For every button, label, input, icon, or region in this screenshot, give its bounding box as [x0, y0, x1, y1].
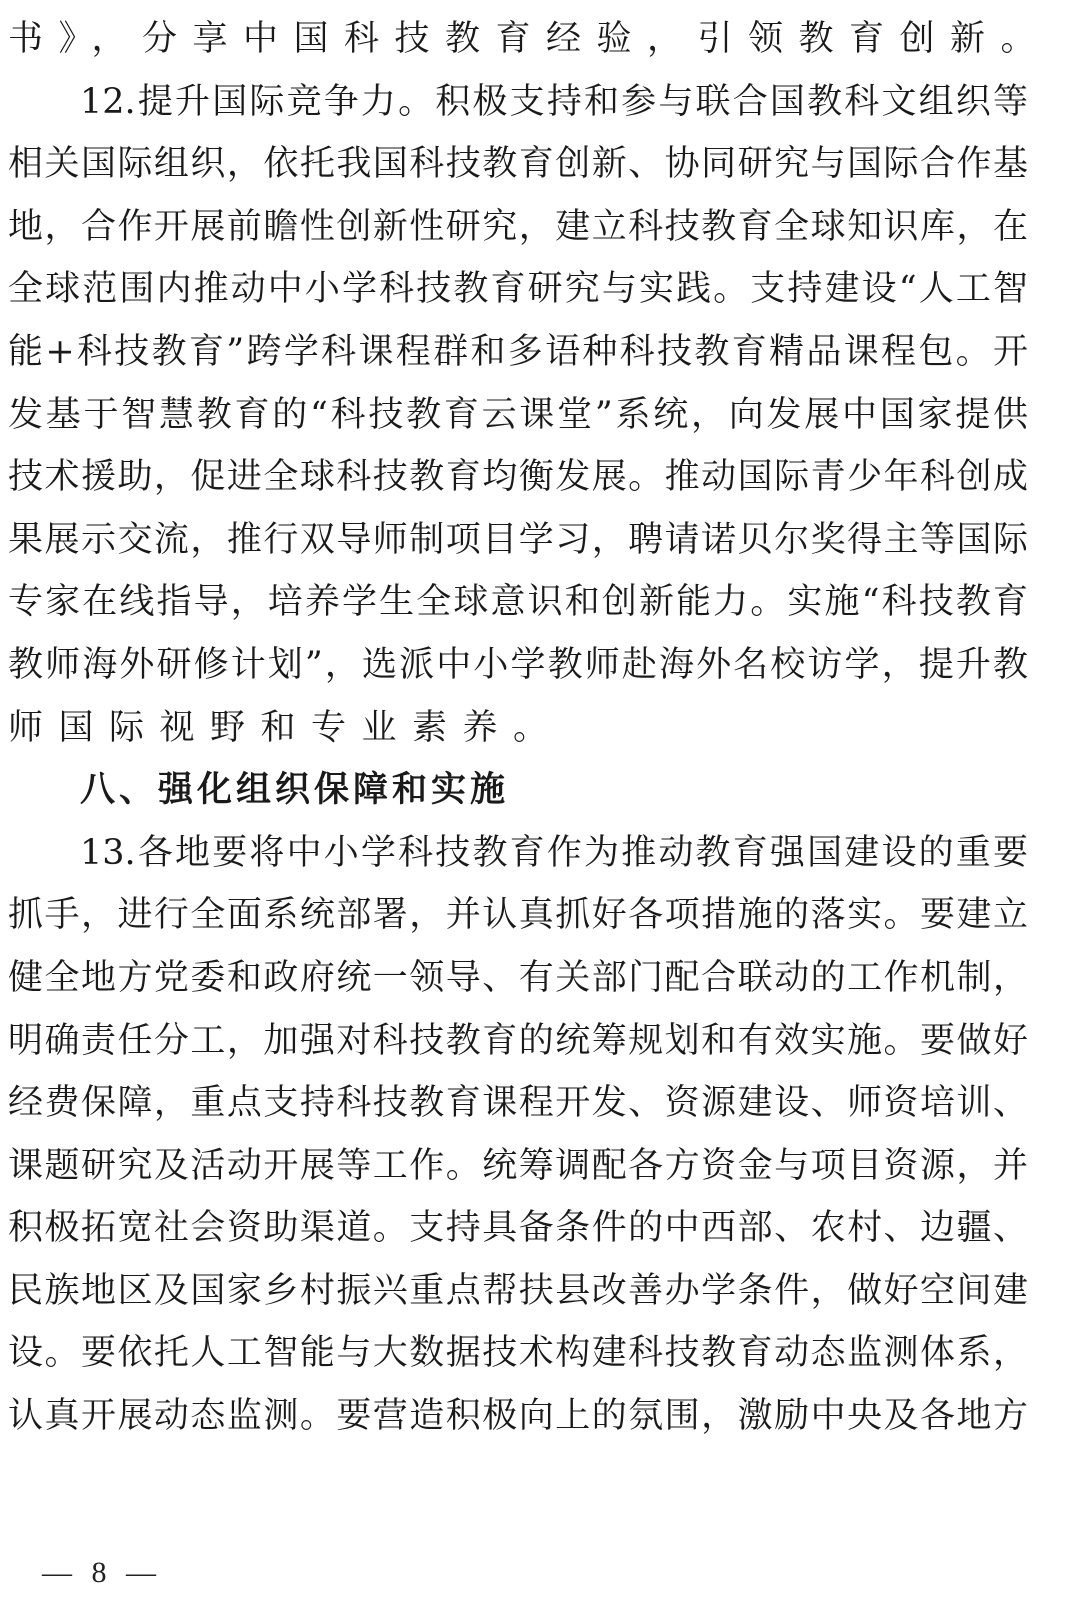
text-line: 全球范围内推动中小学科技教育研究与实践。支持建设“人工智 — [8, 269, 1028, 310]
text-line: 积极拓宽社会资助渠道。支持具备条件的中西部、农村、边疆、 — [8, 1208, 1028, 1249]
text-line: 认真开展动态监测。要营造积极向上的氛围，激励中央及各地方 — [8, 1396, 1028, 1437]
text-line: 果展示交流，推行双导师制项目学习，聘请诺贝尔奖得主等国际 — [8, 519, 1028, 560]
text-line: 专家在线指导，培养学生全球意识和创新能力。实施“科技教育 — [8, 582, 1028, 623]
text-line: 发基于智慧教育的“科技教育云课堂”系统，向发展中国家提供 — [8, 394, 1028, 435]
item-13-heading-line: 13.各地要将中小学科技教育作为推动教育强国建设的重要 — [80, 832, 1028, 873]
text-line: 民族地区及国家乡村振兴重点帮扶县改善办学条件，做好空间建 — [8, 1270, 1028, 1311]
text-line: 课题研究及活动开展等工作。统筹调配各方资金与项目资源，并 — [8, 1145, 1028, 1186]
text-line: 明确责任分工，加强对科技教育的统筹规划和有效实施。要做好 — [8, 1020, 1028, 1061]
text-line: 设。要依托人工智能与大数据技术构建科技教育动态监测体系， — [8, 1333, 1028, 1374]
page-number: — 8 — — [42, 1556, 162, 1589]
text-line: 抓手，进行全面系统部署，并认真抓好各项措施的落实。要建立 — [8, 895, 1028, 936]
document-page — [8, 8, 1052, 1448]
text-line: 技术援助，促进全球科技教育均衡发展。推动国际青少年科创成 — [8, 457, 1028, 498]
text-line: 书》，分享中国科技教育经验，引领教育创新。 — [8, 19, 1052, 59]
text-line: 地，合作开展前瞻性创新性研究，建立科技教育全球知识库，在 — [8, 206, 1028, 247]
item-12-heading-line: 12.提升国际竞争力。积极支持和参与联合国教科文组织等 — [80, 81, 1028, 122]
text-line: 教师海外研修计划”，选派中小学教师赴海外名校访学，提升教 — [8, 644, 1028, 685]
text-line: 能+科技教育”跨学科课程群和多语种科技教育精品课程包。开 — [8, 331, 1028, 372]
section-heading: 八、强化组织保障和实施 — [80, 770, 510, 811]
text-line: 健全地方党委和政府统一领导、有关部门配合联动的工作机制， — [8, 957, 1028, 998]
text-line: 师国际视野和专业素养。 — [8, 707, 564, 748]
text-line: 经费保障，重点支持科技教育课程开发、资源建设、师资培训、 — [8, 1083, 1028, 1124]
text-line: 相关国际组织，依托我国科技教育创新、协同研究与国际合作基 — [8, 144, 1028, 185]
